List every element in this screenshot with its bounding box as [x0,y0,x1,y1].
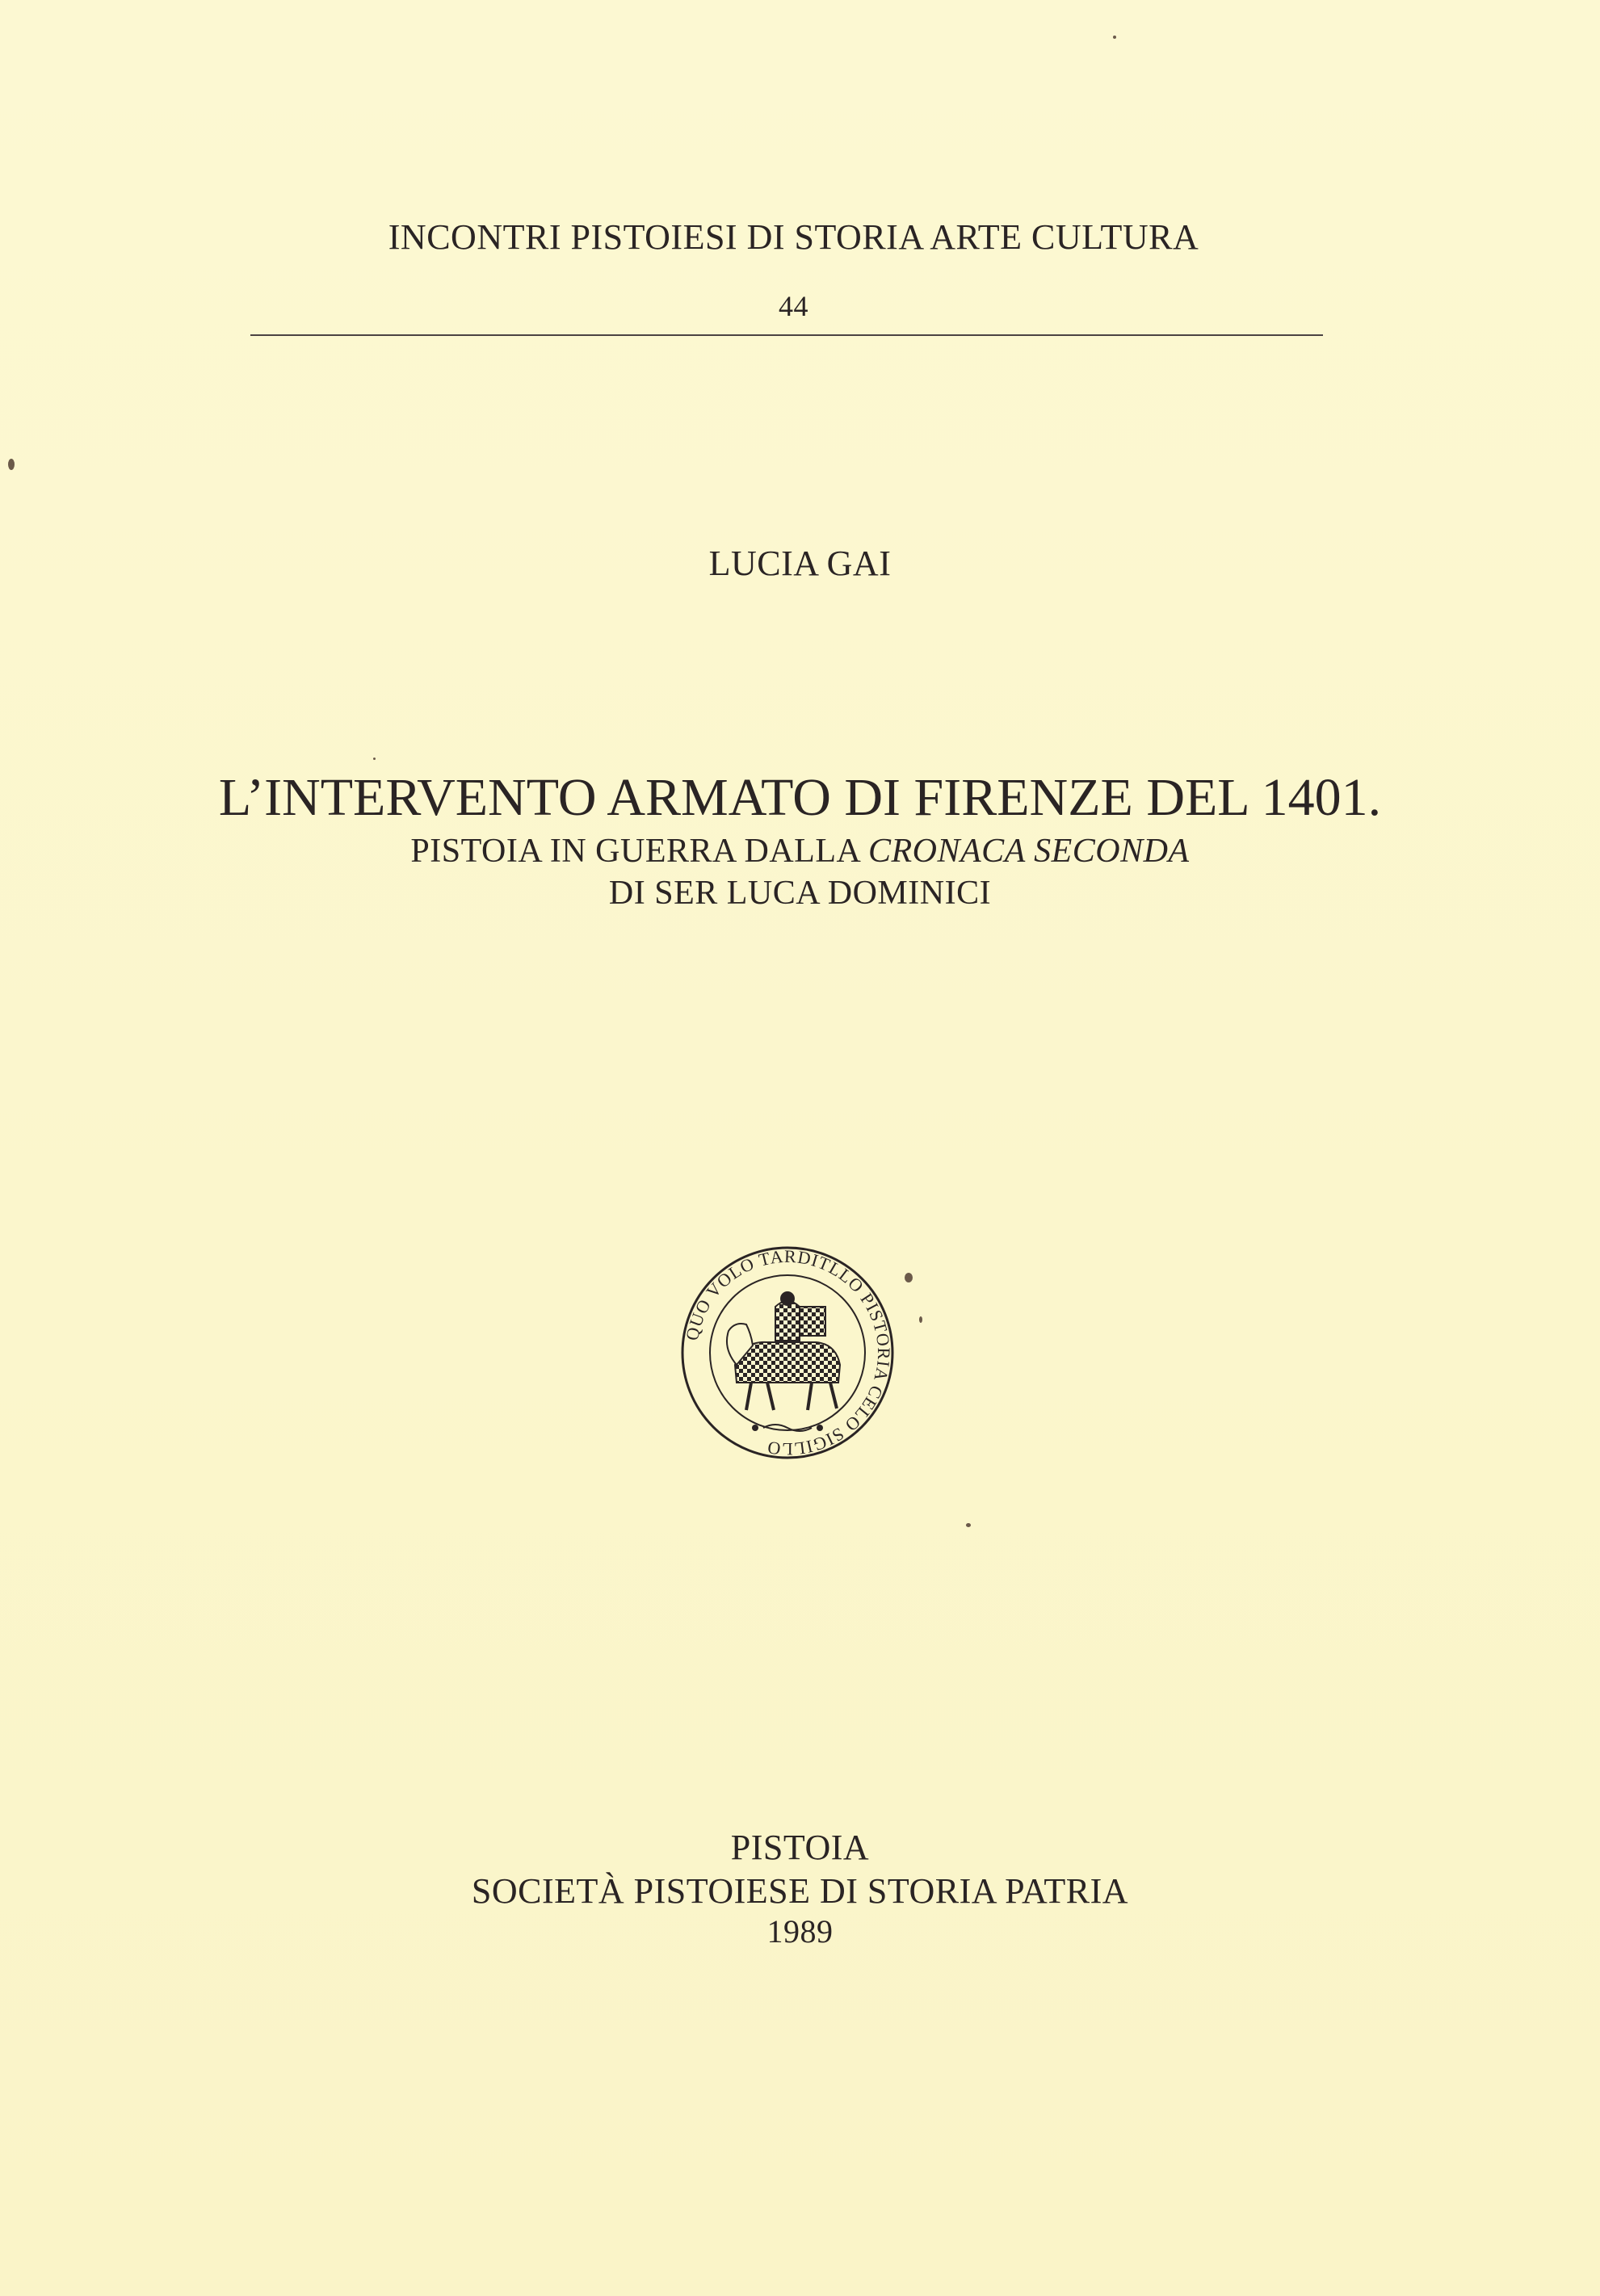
paper-speck [373,758,376,760]
subtitle-prefix: PISTOIA IN GUERRA DALLA [410,833,868,870]
subtitle-italic: CRONACA SECONDA [868,833,1190,870]
imprint-place: PISTOIA [730,1828,870,1867]
paper-speck [8,459,15,470]
imprint-publisher: SOCIETÀ PISTOIESE DI STORIA PATRIA [471,1871,1129,1911]
book-subtitle [0,832,1600,871]
book-title: L’INTERVENTO ARMATO DI FIRENZE DEL 1401. [218,768,1382,827]
paper-speck [905,1273,913,1282]
paper-speck [966,1523,971,1527]
author-name: LUCIA GAI [708,544,892,583]
series-number: 44 [779,290,808,322]
book-subtitle-line2: DI SER LUCA DOMINICI [608,875,992,912]
imprint-year: 1989 [766,1913,834,1950]
series-title: INCONTRI PISTOIESI DI STORIA ARTE CULTURA [388,217,1199,257]
header-divider [250,334,1323,336]
seal-ring-text: QUO VOLO TARDITLLO PISTORIA CELO SIGILLO [681,1245,895,1460]
seal-icon [678,1244,897,1462]
paper-speck [1113,36,1116,39]
paper-speck [919,1316,922,1323]
